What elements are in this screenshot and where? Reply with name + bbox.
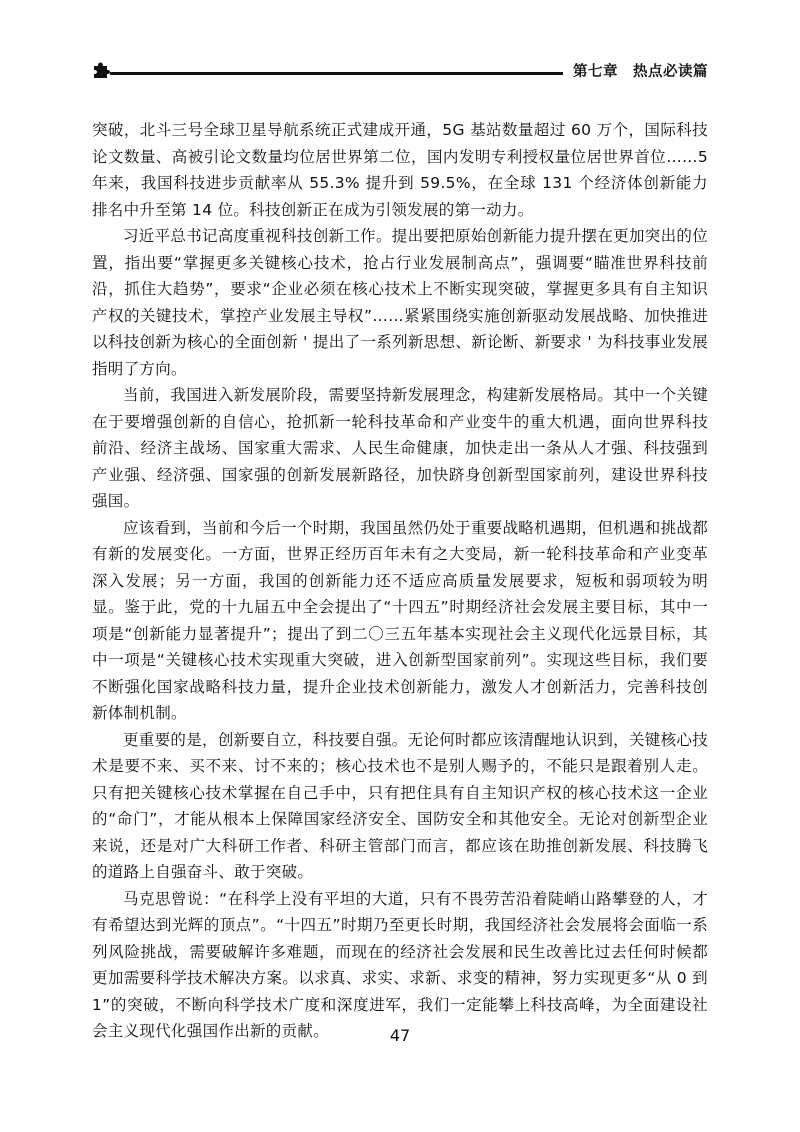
page-number: 47 [389,1026,411,1045]
puzzle-piece-icon [92,61,110,79]
paragraph: 应该看到，当前和今后一个时期，我国虽然仍处于重要战略机遇期，但机遇和挑战都有新的发展变化。一方面，世界正经历百年未有之大变局，新一轮科技革命和产业变革深入发展；另一方面，我国的创新能力还不适应高质量发展要求，短板和弱项较为明显。鉴于此，党的十九届五中全会提出了“十四五”时期经济社会发展主要目标，其中一项是“创新能力显著提升”；提出了到二〇三五年基本实现社会主义现代化远景目标，其中一项是“关键核心技术实现重大突破，进入创新型国家前列”。实现这些目标，我们要不断强化国家战略科技力量，提升企业技术创新能力，激发人才创新活力，完善科技创新体制机制。 [92,518,708,722]
paragraph: 突破，北斗三号全球卫星导航系统正式建成开通，5G 基站数量超过 60 万个，国际科技论文数量、高被引论文数量均位居世界第二位，国内发明专利授权量位居世界首位……5年来，我国科技进步贡献率从 55.3% 提升到 59.5%，在全球 131 个经济体创新能力排名中升至第 14 位。科技创新正在成为引领发展的第一动力。 [92,121,708,219]
article-body [92,117,708,1045]
page-header [92,58,708,88]
paragraph: 习近平总书记高度重视科技创新工作。提出要把原始创新能力提升摆在更加突出的位置，指出要“掌握更多关键核心技术，抢占行业发展制高点”，强调要“瞄准世界科技前沿，抓住大趋势”，要求“企业必须在核心技术上不断实现突破，掌握更多具有自主知识产权的关键技术，掌控产业发展主导权”……紧紧围绕实施创新驱动发展战略、加快推进以科技创新为核心的全面创新 ' 提出了一系列新思想、新论断、新要求 ' 为科技事业发展指明了方向。 [92,227,708,378]
paragraph: 当前，我国进入新发展阶段，需要坚持新发展理念，构建新发展格局。其中一个关键在于要增强创新的自信心，抢抓新一轮科技革命和产业变牛的重大机遇，面向世界科技前沿、经济主战场、国家重大需求、人民生命健康，加快走出一条从人才强、科技强到产业强、经济强、国家强的创新发展新路径，加快跻身创新型国家前列，建设世界科技强国。 [92,386,708,510]
chapter-title: 第七章 热点必读篇 [563,61,708,83]
paragraph: 马克思曾说：“在科学上没有平坦的大道，只有不畏劳苦沿着陡峭山路攀登的人，才有希望达到光辉的顶点”。“十四五”时期乃至更长时期，我国经济社会发展将会面临一系列风险挑战，需要破解许多难题，而现在的经济社会发展和民生改善比过去任何时候都更加需要科学技术解决方案。以求真、求实、求新、求变的精神，努力实现更多“从 0 到 1”的突破，不断向科学技术广度和深度进军，我们一定能攀上科技高峰，为全面建设社会主义现代化强国作出新的贡献。 [92,889,708,1040]
paragraph: 更重要的是，创新要自立，科技要自强。无论何时都应该清醒地认识到，关键核心技术是要不来、买不来、讨不来的；核心技术也不是别人赐予的，不能只是跟着别人走。只有把关键核心技术掌握在自己手中，只有把住具有自主知识产权的核心技术这一企业的“命门”，才能从根本上保障国家经济安全、国防安全和其他安全。无论对创新型企业来说，还是对广大科研工作者、科研主管部门而言，都应该在助推创新发展、科技腾飞的道路上自强奋斗、敢于突破。 [92,730,708,881]
